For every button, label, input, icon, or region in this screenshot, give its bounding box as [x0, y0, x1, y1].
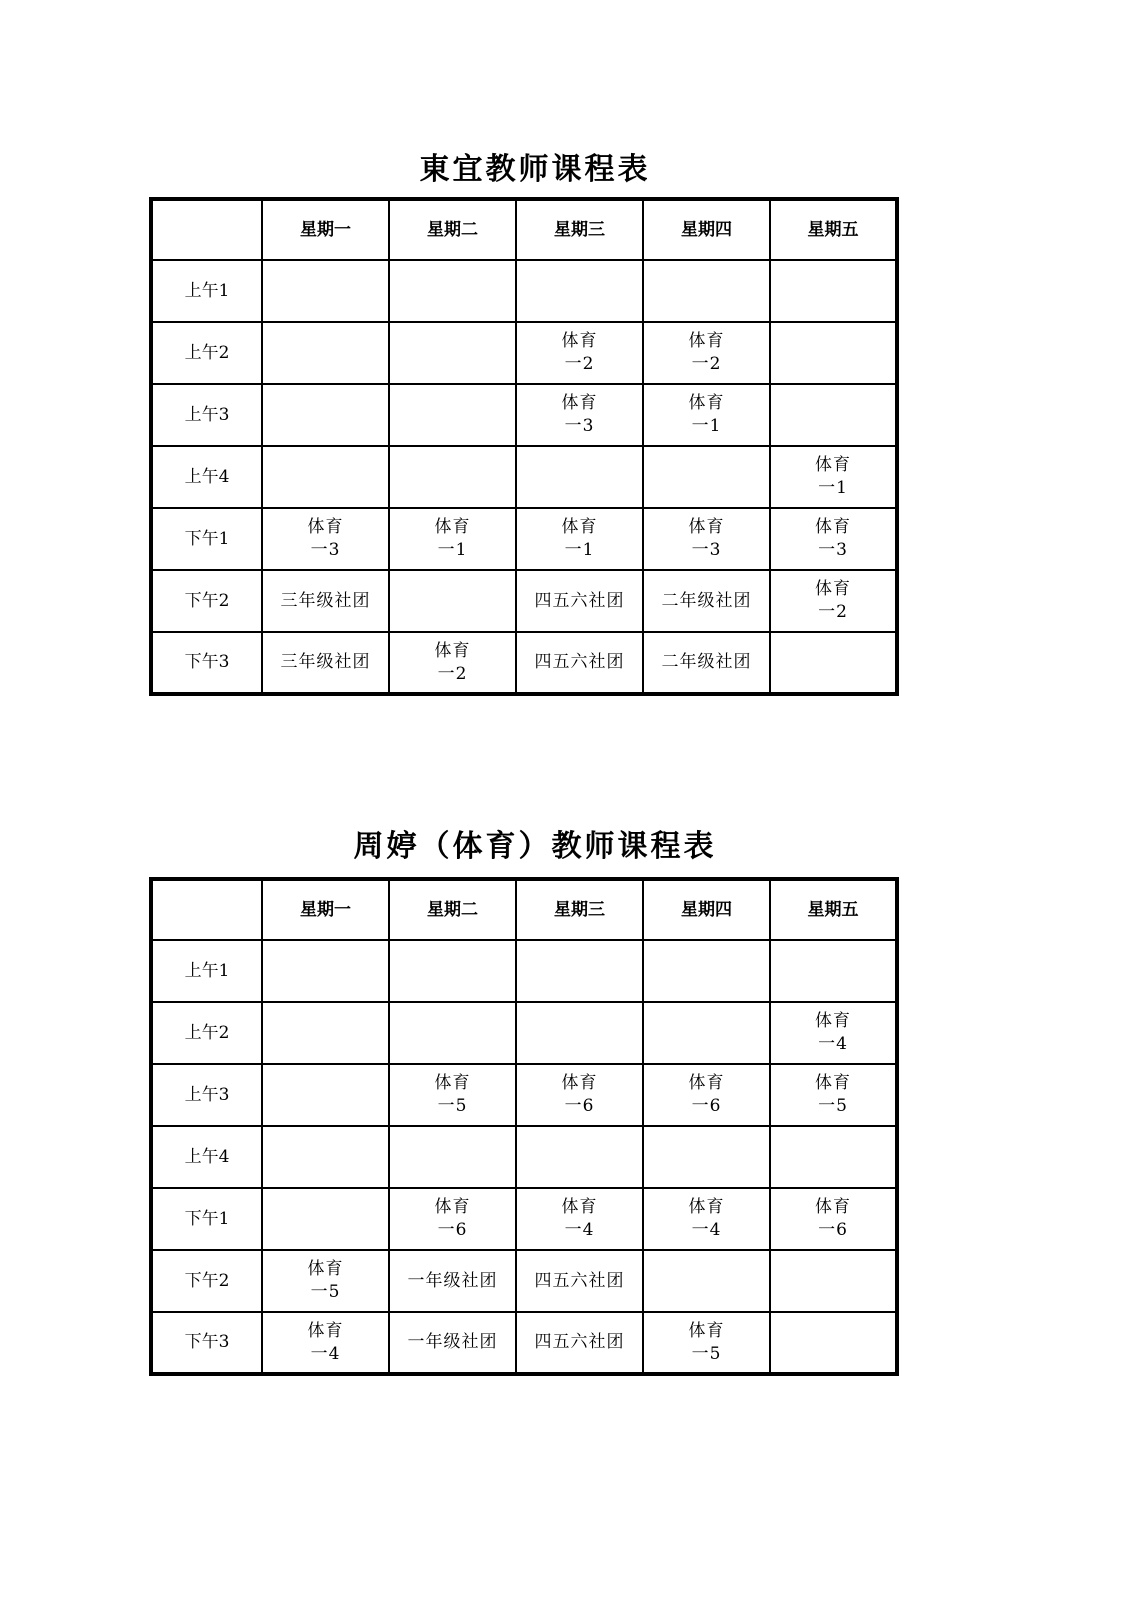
schedule-cell: [643, 1188, 770, 1250]
schedule-cell: [516, 1064, 643, 1126]
schedule-cell: [770, 632, 897, 694]
schedule-cell: [770, 940, 897, 1002]
schedule-cell: [262, 1126, 389, 1188]
day-header: 星期三: [516, 199, 643, 260]
schedule-table-1: [149, 197, 899, 696]
day-header: 星期三: [516, 879, 643, 940]
schedule-cell: [389, 570, 516, 632]
day-header: 星期一: [262, 199, 389, 260]
schedule-cell: [262, 1002, 389, 1064]
schedule-cell: [389, 446, 516, 508]
class-entry: 体育 一1: [815, 455, 851, 498]
schedule-cell: [389, 1064, 516, 1126]
period-label: 下午3: [151, 632, 262, 694]
schedule-cell: [516, 260, 643, 322]
class-entry: 体育 一4: [688, 1197, 725, 1240]
corner-cell: [151, 199, 262, 260]
period-label: 上午4: [151, 446, 262, 508]
schedule-cell: [262, 940, 389, 1002]
class-entry: 体育 一4: [815, 1011, 851, 1054]
schedule-cell: [389, 1188, 516, 1250]
schedule-cell: [516, 1126, 643, 1188]
schedule-cell: [770, 1126, 897, 1188]
schedule-cell: [770, 1188, 897, 1250]
class-entry: 体育 一3: [307, 517, 344, 560]
period-label: 上午1: [151, 940, 262, 1002]
schedule-cell: [770, 1312, 897, 1374]
class-entry: 二年级社团: [661, 652, 752, 672]
period-row: [151, 940, 897, 1002]
schedule-cell: [389, 632, 516, 694]
period-label: 上午2: [151, 1002, 262, 1064]
schedule-cell: [262, 1250, 389, 1312]
period-row: [151, 1064, 897, 1126]
period-label: 上午2: [151, 322, 262, 384]
schedule-cell: [643, 508, 770, 570]
schedule-cell: [516, 632, 643, 694]
period-row: [151, 1312, 897, 1374]
schedule-cell: [643, 1002, 770, 1064]
class-entry: 体育 一1: [434, 517, 471, 560]
period-label: 上午1: [151, 260, 262, 322]
schedule-cell: [389, 1126, 516, 1188]
schedule-title-2: 周婷（体育）教师课程表: [353, 829, 717, 864]
class-entry: 体育 一5: [688, 1320, 725, 1364]
schedule-cell: [516, 508, 643, 570]
class-entry: 四五六社团: [534, 1332, 625, 1352]
period-row: [151, 260, 897, 322]
day-header: 星期五: [770, 199, 897, 260]
period-label: 下午3: [151, 1312, 262, 1374]
period-row: [151, 322, 897, 384]
schedule-cell: [516, 384, 643, 446]
period-row: [151, 384, 897, 446]
corner-cell: [151, 879, 262, 940]
class-entry: 三年级社团: [280, 652, 371, 672]
schedule-cell: [262, 260, 389, 322]
period-row: [151, 1250, 897, 1312]
period-label: 下午1: [151, 508, 262, 570]
schedule-cell: [643, 322, 770, 384]
class-entry: 体育 一3: [815, 517, 851, 560]
period-row: [151, 570, 897, 632]
schedule-cell: [643, 570, 770, 632]
class-entry: 体育 一6: [688, 1073, 725, 1116]
schedule-cell: [770, 446, 897, 508]
schedule-cell: [770, 384, 897, 446]
period-label: 下午2: [151, 1250, 262, 1312]
class-entry: 四五六社团: [534, 590, 625, 611]
day-header: 星期二: [389, 879, 516, 940]
schedule-cell: [516, 1002, 643, 1064]
schedule-cell: [516, 1250, 643, 1312]
schedule-cell: [643, 1312, 770, 1374]
schedule-title-1: 東宜教师课程表: [419, 152, 651, 187]
schedule-cell: [262, 508, 389, 570]
day-header: 星期五: [770, 879, 897, 940]
class-entry: 体育 一6: [434, 1197, 471, 1240]
class-entry: 体育 一1: [688, 393, 725, 436]
period-label: 下午1: [151, 1188, 262, 1250]
period-row: [151, 1002, 897, 1064]
schedule-cell: [516, 446, 643, 508]
day-header: 星期一: [262, 879, 389, 940]
schedule-cell: [389, 1312, 516, 1374]
schedule-cell: [643, 446, 770, 508]
class-entry: 体育 一6: [815, 1197, 851, 1240]
schedule-cell: [389, 940, 516, 1002]
schedule-cell: [643, 260, 770, 322]
class-entry: 体育 一2: [688, 331, 725, 374]
schedule-cell: [643, 384, 770, 446]
header-row: [151, 199, 897, 260]
schedule-cell: [516, 322, 643, 384]
class-entry: 体育 一3: [561, 393, 598, 436]
class-entry: 体育 一1: [561, 517, 598, 560]
schedule-cell: [389, 1002, 516, 1064]
period-row: [151, 1126, 897, 1188]
schedule-cell: [262, 632, 389, 694]
class-entry: 一年级社团: [407, 1270, 498, 1291]
class-entry: 一年级社团: [407, 1332, 498, 1352]
period-row: [151, 1188, 897, 1250]
schedule-cell: [516, 570, 643, 632]
class-entry: 体育 一6: [561, 1073, 598, 1116]
schedule-cell: [516, 1312, 643, 1374]
schedule-cell: [516, 1188, 643, 1250]
period-row: [151, 508, 897, 570]
schedule-cell: [643, 1126, 770, 1188]
class-entry: 四五六社团: [534, 1270, 625, 1291]
schedule-cell: [389, 508, 516, 570]
schedule-cell: [770, 570, 897, 632]
schedule-cell: [389, 322, 516, 384]
schedule-cell: [262, 1064, 389, 1126]
class-entry: 体育 一2: [434, 640, 471, 684]
class-entry: 体育 一2: [561, 331, 598, 374]
schedule-cell: [516, 940, 643, 1002]
class-entry: 体育 一2: [815, 579, 851, 622]
class-entry: 体育 一4: [307, 1320, 344, 1364]
schedule-cell: [262, 384, 389, 446]
schedule-cell: [389, 384, 516, 446]
schedule-cell: [643, 632, 770, 694]
period-row: [151, 632, 897, 694]
class-entry: 体育 一5: [307, 1259, 344, 1302]
period-label: 上午4: [151, 1126, 262, 1188]
schedule-cell: [770, 1064, 897, 1126]
schedule-cell: [770, 508, 897, 570]
class-entry: 三年级社团: [280, 590, 371, 611]
header-row: [151, 879, 897, 940]
schedule-cell: [389, 260, 516, 322]
schedule-cell: [770, 322, 897, 384]
class-entry: 体育 一5: [434, 1073, 471, 1116]
schedule-cell: [643, 1250, 770, 1312]
period-label: 上午3: [151, 1064, 262, 1126]
day-header: 星期四: [643, 879, 770, 940]
schedule-cell: [262, 322, 389, 384]
schedule-cell: [262, 1188, 389, 1250]
day-header: 星期二: [389, 199, 516, 260]
schedule-cell: [770, 260, 897, 322]
class-entry: 体育 一5: [815, 1073, 851, 1116]
schedule-table-2: [149, 877, 899, 1376]
schedule-cell: [643, 940, 770, 1002]
day-header: 星期四: [643, 199, 770, 260]
schedule-cell: [389, 1250, 516, 1312]
schedule-cell: [262, 1312, 389, 1374]
period-row: [151, 446, 897, 508]
schedule-cell: [770, 1250, 897, 1312]
schedule-cell: [262, 570, 389, 632]
schedule-cell: [643, 1064, 770, 1126]
schedule-cell: [770, 1002, 897, 1064]
schedule-cell: [262, 446, 389, 508]
class-entry: 二年级社团: [661, 590, 752, 611]
class-entry: 体育 一4: [561, 1197, 598, 1240]
period-label: 上午3: [151, 384, 262, 446]
class-entry: 体育 一3: [688, 517, 725, 560]
class-entry: 四五六社团: [534, 652, 625, 672]
period-label: 下午2: [151, 570, 262, 632]
